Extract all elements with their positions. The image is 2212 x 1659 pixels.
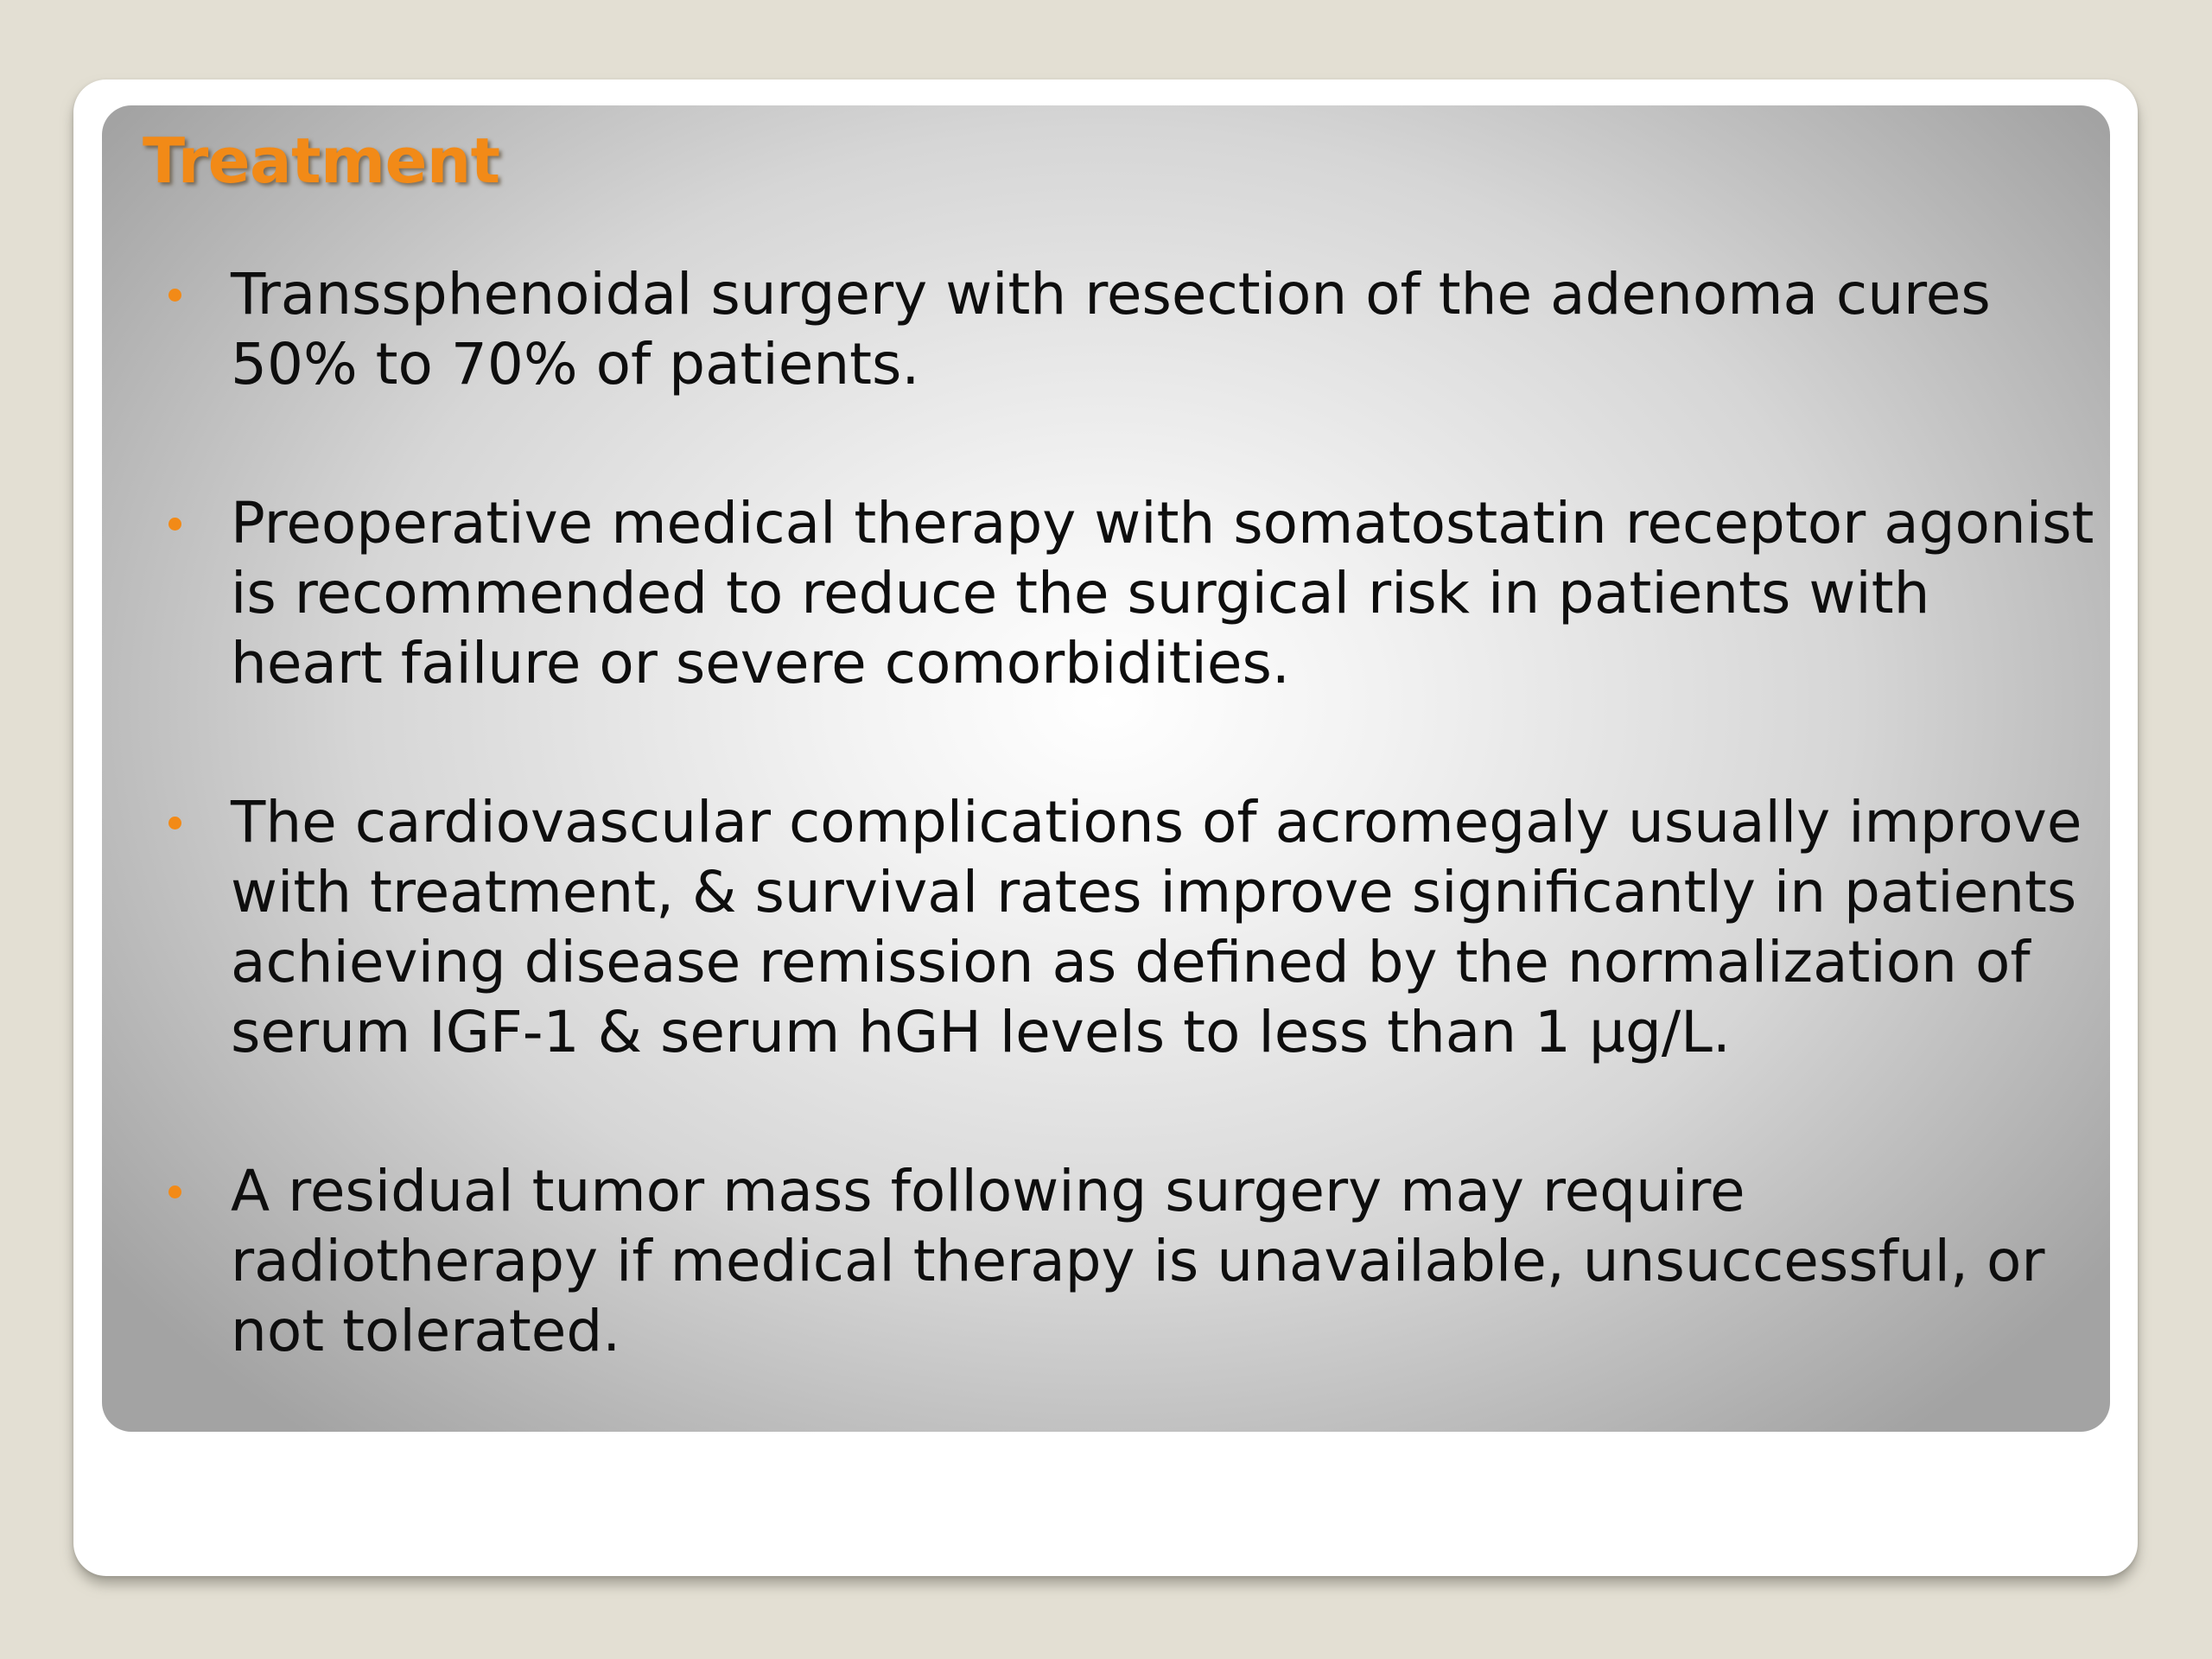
bullet-dot-icon	[168, 289, 181, 302]
bullet-dot-icon	[168, 1185, 181, 1198]
bullet-text: The cardiovascular complications of acromegaly usually improve with treatment, & survival rates improve significantly in patients achieving disease remission as defined by the normalization of serum IGF-1 & serum hGH levels to less than 1 µg/L.	[231, 789, 2082, 1065]
bullet-item-surgery	[168, 259, 2095, 399]
bullet-dot-icon	[168, 518, 181, 531]
bullet-text: A residual tumor mass following surgery may require radiotherapy if medical therapy is unavailable, unsuccessful, or not tolerated.	[231, 1158, 2045, 1364]
slide-title: Treatment	[143, 124, 500, 197]
bullet-dot-icon	[168, 817, 181, 830]
bullet-list	[168, 259, 2095, 1366]
bullet-text: Transsphenoidal surgery with resection of the adenoma cures 50% to 70% of patients.	[231, 261, 1991, 397]
bullet-item-preoperative-therapy	[168, 488, 2095, 698]
bullet-item-cardiovascular	[168, 787, 2095, 1067]
bullet-item-radiotherapy	[168, 1156, 2095, 1366]
bullet-text: Preoperative medical therapy with somatostatin receptor agonist is recommended to reduce the surgical risk in patients with heart failure or severe comorbidities.	[231, 490, 2094, 696]
